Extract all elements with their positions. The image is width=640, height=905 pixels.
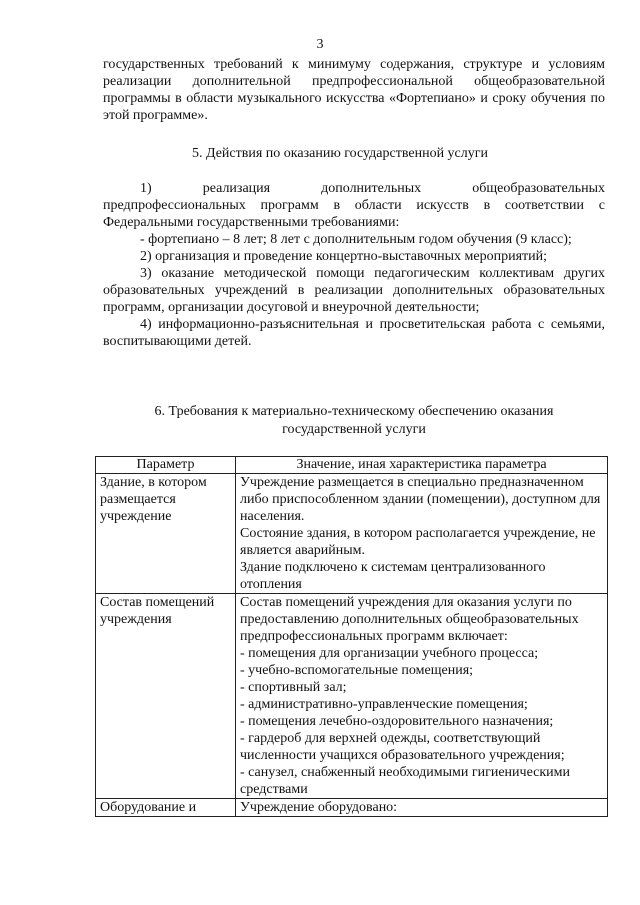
section5-item: - фортепиано – 8 лет; 8 лет с дополнительным годом обучения (9 класс);: [140, 232, 572, 247]
value-line: - помещения лечебно-оздоровительного назначения;: [240, 714, 554, 729]
intro-text: государственных требований к минимуму содержания, структуре и условиям реализации дополнительной предпрофессиональной общеобразовательной программы в области музыкального искусства «Фортепиано» и сроку обучения по этой программе».: [103, 57, 605, 123]
table-row: [96, 799, 608, 817]
section5-body: [103, 180, 605, 350]
value-cell: [236, 799, 608, 817]
value-line: Состояние здания, в котором располагается учреждение, не является аварийным.: [240, 526, 596, 558]
value-line: - спортивный зал;: [240, 680, 347, 695]
column-header-value: Значение, иная характеристика параметра: [236, 457, 608, 474]
value-cell: [236, 594, 608, 799]
param-cell: Состав помещений учреждения: [96, 594, 236, 799]
section5-item: 1) реализация дополнительных общеобразовательных предпрофессиональных программ в области искусств в соответствии с Федеральными государственными требованиями:: [103, 181, 605, 230]
column-header-parameter: Параметр: [96, 457, 236, 474]
table-row: [96, 594, 608, 799]
section5-title: 5. Действия по оказанию государственной услуги: [192, 146, 488, 161]
requirements-table: [95, 456, 608, 817]
param-cell: Оборудование и: [96, 799, 236, 817]
value-line: Учреждение размещается в специально предназначенном либо приспособленном здании (помещении), доступном для населения.: [240, 475, 601, 524]
section6-title-line2: государственной услуги: [282, 422, 426, 437]
value-line: - помещения для организации учебного процесса;: [240, 646, 539, 661]
section5-item: 2) организация и проведение концертно-выставочных мероприятий;: [140, 249, 548, 264]
param-cell: Здание, в котором размещается учреждение: [96, 474, 236, 594]
section5-item: 4) информационно-разъяснительная и просветительская работа с семьями, воспитывающими детей.: [103, 317, 605, 349]
value-line: - санузел, снабженный необходимыми гигиеническими средствами: [240, 765, 570, 797]
table-header-row: [96, 457, 608, 474]
section6-title: [103, 403, 605, 439]
section6-title-line1: 6. Требования к материально-техническому обеспечению оказания: [154, 404, 554, 419]
intro-paragraph: [103, 56, 605, 124]
section5-item: 3) оказание методической помощи педагогическим коллективам других образовательных учреждений в реализации дополнительных образовательных программ, организации досуговой и внеурочной деятельности;: [103, 266, 605, 315]
value-line: - административно-управленческие помещения;: [240, 697, 528, 712]
value-line: - учебно-вспомогательные помещения;: [240, 663, 474, 678]
value-line: Учреждение оборудовано:: [240, 800, 398, 815]
page-number: 3: [316, 37, 324, 52]
value-line: - гардероб для верхней одежды, соответствующий численности учащихся образовательного учреждения;: [240, 731, 565, 763]
value-cell: [236, 474, 608, 594]
value-line: Здание подключено к системам централизованного отопления: [240, 560, 546, 592]
value-line: Состав помещений учреждения для оказания услуги по предоставлению дополнительных общеобразовательных предпрофессиональных программ включает:: [240, 595, 579, 644]
table-row: [96, 474, 608, 594]
